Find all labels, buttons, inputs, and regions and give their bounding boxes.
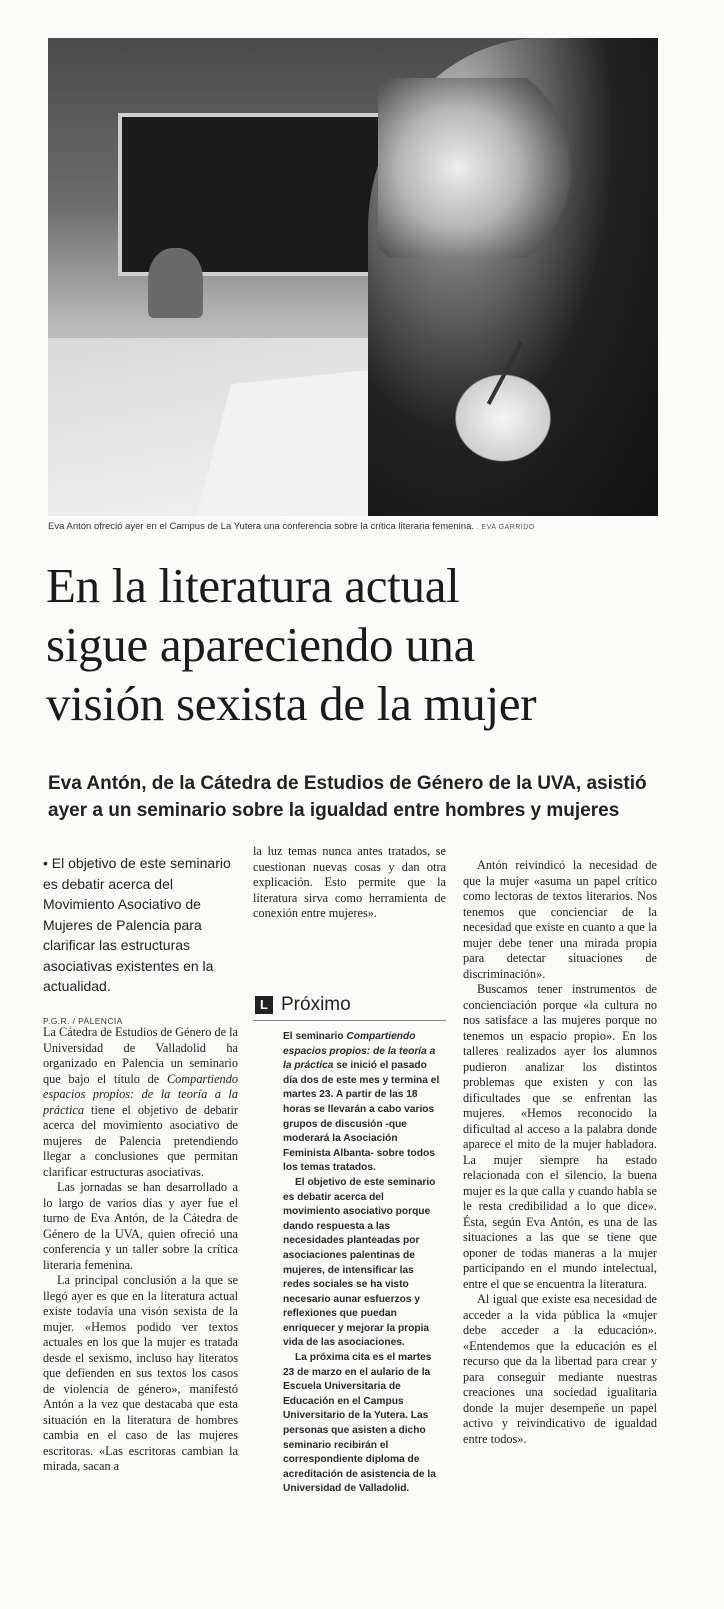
lead-summary: • El objetivo de este seminario es debatir acerca del Movimiento Asociativo de Mujeres de Palencia para clarificar las estructuras asociativas existentes en la actualidad. bbox=[43, 855, 231, 994]
section-icon: L bbox=[255, 996, 273, 1014]
paragraph: la luz temas nunca antes tratados, se cuestionan nuevas cosas y dan otra explicación. Esto permite que la literatura sirva como herramienta de conexión entre mujeres». bbox=[253, 844, 446, 920]
headline-line-1: En la literatura actual bbox=[46, 558, 460, 613]
paragraph: Antón reivindicó la necesidad de que la mujer «asuma un papel crítico como lectoras de textos literarios. Nos tenemos que concienciar de la necesidad que existe en cuanto a que la mujer debe tener una mirada propia para detectar situaciones de discriminación». bbox=[463, 858, 657, 981]
paragraph: Buscamos tener instrumentos de concienciación porque «la cultura no nos satisface a las mujeres porque no tenemos un espacio propio». En los talleres realizados ayer los alumnos pudieron analizar los distintos problemas que existen y con las dificultades que se enfrentan las mujeres. «Hemos reconocido la dificultad al acceso a la palabra donde aparece el mito de la mujer habladora. La mujer siempre ha estado relacionada con el silencio, la buena mujer es la que calla y cuando habla se le resta credibilidad a lo que dice». Ésta, según Eva Antón, es una de las situaciones a las que se tiene que oponer de todas maneras a la mujer participando en el mundo intelectual, entre el que se encuentra la literatura. bbox=[463, 982, 657, 1291]
writing-hand bbox=[448, 368, 558, 468]
subhead-line-1: Eva Antón, de la Cátedra de Estudios de Género de la UVA, asistió bbox=[48, 773, 647, 794]
sidebar-box bbox=[283, 1030, 443, 1497]
paragraph: La Cátedra de Estudios de Género de la Universidad de Valladolid ha organizado en Palencia un seminario que bajo el título de Compartiendo espacios propios: de la teoría a la práctica tiene el objetivo de debatir acerca del movimiento asociativo de mujeres de Palencia pretendiendo llegar a conclusiones que permitan clarificar estructuras asociativas. bbox=[43, 1025, 238, 1179]
article-photo bbox=[48, 38, 658, 516]
paragraph: Al igual que existe esa necesidad de acceder a la vida pública la «mujer debe acceder a la educación». «Entendemos que la educación es el recurso que da la libertad para crear y para conseguir mediante nuestras creaciones una sociedad igualitaria donde la mujer desempeñe un papel activo y reivindicativo de igualdad entre todos». bbox=[463, 1292, 657, 1446]
subhead-line-2: ayer a un seminario sobre la igualdad entre hombres y mujeres bbox=[48, 800, 620, 821]
headline bbox=[46, 556, 686, 733]
column-3 bbox=[463, 858, 657, 1447]
caption-text: Eva Antón ofreció ayer en el Campus de La Yutera una conferencia sobre la crítica literaria femenina. bbox=[48, 521, 474, 532]
paragraph: La próxima cita es el martes 23 de marzo en el aulario de la Escuela Universitaria de Educación en el Campus Universitario de la Yutera. Las personas que asisten a dicho seminario recibirán el correspondiente diploma de acreditación de asistencia de la Universidad de Valladolid. bbox=[283, 1352, 436, 1495]
paragraph: La principal conclusión a la que se llegó ayer es que en la literatura actual existe todavía una visón sexista de la mujer. «Hemos podido ver textos actuales en los que la mujer es tratada desde el sexismo, incluso hay literatos que defienden en sus textos los casos de violencia de género», manifestó Antón a la vez que destacaba que esta situación en la literatura de hombres cambia en el caso de las mujeres escritoras. «Las escritoras cambian la mirada, sacan a bbox=[43, 1273, 238, 1473]
subheadline bbox=[48, 770, 688, 824]
paragraph: El seminario Compartiendo espacios propios: de la teoría a la práctica se inició el pasado día dos de este mes y termina el martes 23. A partir de las 18 horas se llevarán a cabo varios grupos de discusión -que moderará la Asociación Feminista Albanta- sobre todos los temas tratados. bbox=[283, 1031, 440, 1174]
headline-line-2: sigue apareciendo una bbox=[46, 617, 476, 672]
column-2 bbox=[253, 844, 446, 922]
seminar-title: Compartiendo espacios propios: de la teoría a la práctica bbox=[283, 1031, 436, 1072]
byline: P.G.R. / PALENCIA bbox=[43, 1016, 123, 1026]
blackboard bbox=[118, 113, 386, 276]
paragraph: Las jornadas se han desarrollado a lo largo de varios días y ayer fue el turno de Eva Antón, de la Cátedra de Género de la UVA, quien ofreció una conferencia y un taller sobre la crítica literaria femenina. bbox=[43, 1180, 238, 1272]
column-1 bbox=[43, 1025, 238, 1475]
background-figure bbox=[148, 248, 203, 318]
headline-line-3: visión sexista de la mujer bbox=[46, 676, 537, 731]
photo-caption bbox=[48, 521, 535, 532]
sidebar-box-header bbox=[253, 994, 446, 1021]
photo-credit: . EVA GARRIDO bbox=[476, 524, 535, 531]
sidebar-box-label: Próximo bbox=[281, 994, 351, 1015]
seminar-title: Compartiendo espacios propios: de la teoría a la práctica bbox=[43, 1071, 238, 1117]
person-hair bbox=[378, 78, 578, 258]
paragraph: El objetivo de este seminario es debatir acerca del movimiento asociativo porque dando respuesta a las necesidades planteadas por asociaciones palentinas de mujeres, de intensificar las redes sociales se ha visto necesario aunar esfuerzos y reflexiones que puedan enriquecer y mejorar la propia vida de las asociaciones. bbox=[283, 1176, 436, 1349]
